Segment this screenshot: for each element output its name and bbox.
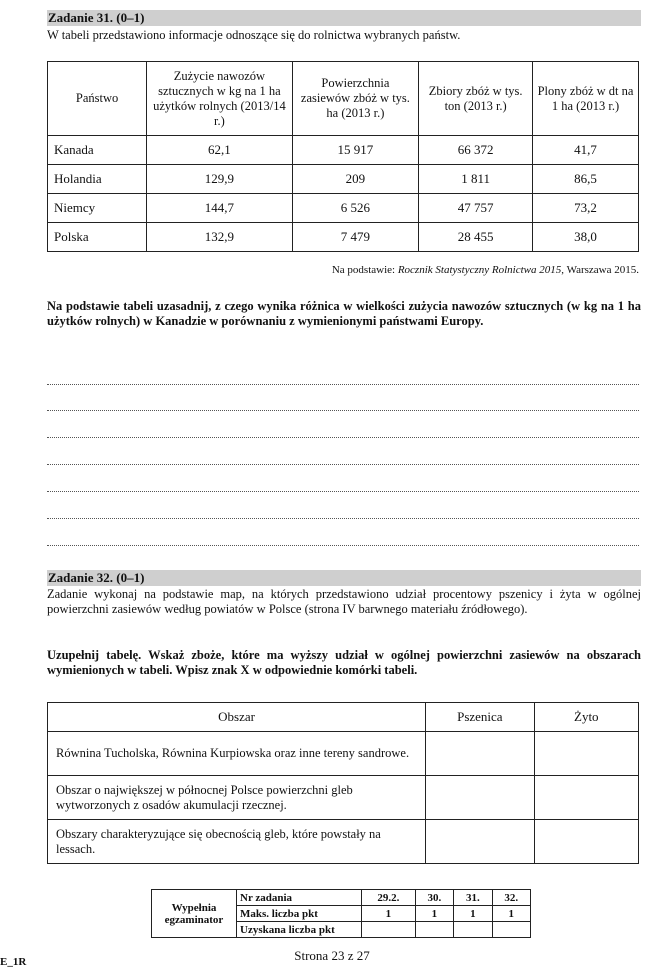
answer-line[interactable] — [47, 464, 639, 465]
source-suffix: , Warszawa 2015. — [561, 264, 639, 276]
table-row — [48, 136, 639, 165]
fertilizer-cell: 62,1 — [147, 136, 292, 165]
area-description: Obszary charakteryzujące się obecnością gleb, które powstały na lessach. — [48, 820, 426, 864]
harvest-cell: 1 811 — [419, 165, 533, 194]
country-cell: Holandia — [48, 165, 147, 194]
obtained-points-cell[interactable] — [415, 922, 453, 938]
wheat-answer-cell[interactable] — [426, 732, 534, 776]
source-title: Rocznik Statystyczny Rolnictwa 2015 — [397, 264, 562, 276]
fertilizer-cell: 129,9 — [147, 165, 292, 194]
table-row — [48, 194, 639, 223]
header-wheat: Pszenica — [426, 703, 534, 732]
country-cell: Kanada — [48, 136, 147, 165]
task32-header: Zadanie 32. (0–1) — [48, 570, 145, 585]
task31-header: Zadanie 31. (0–1) — [48, 10, 145, 25]
yield-cell: 41,7 — [533, 136, 639, 165]
table-row — [48, 820, 639, 864]
answer-line[interactable] — [47, 545, 639, 546]
answer-line[interactable] — [47, 491, 639, 492]
country-cell: Polska — [48, 223, 147, 252]
task32-instruction: Uzupełnij tabelę. Wskaż zboże, które ma wyższy udział w ogólnej powierzchni zasiewów na obszarach wymienionych w tabeli. Wpisz znak X w odpowiednie komórki tabeli. — [47, 648, 641, 677]
area-description: Obszar o największej w północnej Polsce powierzchni gleb wytworzonych z osadów akumulacji rzecznej. — [48, 776, 426, 820]
harvest-cell: 47 757 — [419, 194, 533, 223]
scoring-label: Wypełnia egzaminator — [152, 890, 237, 938]
source-prefix: Na podstawie: — [331, 264, 398, 276]
task-number: 30. — [415, 890, 453, 906]
header-country: Państwo — [48, 62, 147, 136]
table-row — [48, 732, 639, 776]
task-number: 29.2. — [362, 890, 416, 906]
header-area: Obszar — [48, 703, 426, 732]
task31-question: Na podstawie tabeli uzasadnij, z czego wynika różnica w wielkości zużycia nawozów sztucznych (w kg na 1 ha użytków rolnych) w Kanadzie w porównaniu z wymienionymi państwami Europy. — [47, 299, 641, 328]
task32-intro: Zadanie wykonaj na podstawie map, na których przedstawiono udział procentowy pszenicy i żyta w ogólnej powierzchni zasiewów według powiatów w Polsce (strona IV barwnego materiału źródłowego). — [47, 587, 641, 616]
scoring-row-label: Nr zadania — [237, 890, 362, 906]
country-cell: Niemcy — [48, 194, 147, 223]
agriculture-table-header — [48, 62, 639, 136]
answer-line[interactable] — [47, 437, 639, 438]
max-points: 1 — [454, 906, 492, 922]
exam-code: E_1R — [0, 956, 27, 968]
obtained-points-cell[interactable] — [454, 922, 492, 938]
header-yield: Plony zbóż w dt na 1 ha (2013 r.) — [533, 62, 639, 136]
obtained-points-cell[interactable] — [492, 922, 530, 938]
task31-header-bar — [47, 10, 641, 26]
answer-line[interactable] — [47, 518, 639, 519]
wheat-answer-cell[interactable] — [426, 776, 534, 820]
task-number: 31. — [454, 890, 492, 906]
yield-cell: 38,0 — [533, 223, 639, 252]
obtained-points-cell[interactable] — [362, 922, 416, 938]
area-cell: 7 479 — [292, 223, 419, 252]
task-number: 32. — [492, 890, 530, 906]
table-row — [48, 223, 639, 252]
agriculture-table — [47, 61, 639, 252]
table-row — [48, 165, 639, 194]
yield-cell: 73,2 — [533, 194, 639, 223]
area-cell: 15 917 — [292, 136, 419, 165]
area-cell: 209 — [292, 165, 419, 194]
max-points: 1 — [492, 906, 530, 922]
wheat-answer-cell[interactable] — [426, 820, 534, 864]
header-harvest: Zbiory zbóż w tys. ton (2013 r.) — [419, 62, 533, 136]
max-points: 1 — [362, 906, 416, 922]
scoring-row-label: Uzyskana liczba pkt — [237, 922, 362, 938]
scoring-row-label: Maks. liczba pkt — [237, 906, 362, 922]
rye-answer-cell[interactable] — [534, 732, 638, 776]
area-description: Równina Tucholska, Równina Kurpiowska oraz inne tereny sandrowe. — [48, 732, 426, 776]
harvest-cell: 66 372 — [419, 136, 533, 165]
grain-table-header — [48, 703, 639, 732]
header-fertilizer: Zużycie nawozów sztucznych w kg na 1 ha użytków rolnych (2013/14 r.) — [147, 62, 292, 136]
table-row — [48, 776, 639, 820]
rye-answer-cell[interactable] — [534, 820, 638, 864]
answer-line[interactable] — [47, 410, 639, 411]
answer-line[interactable] — [47, 384, 639, 385]
scoring-table — [151, 889, 531, 938]
area-cell: 6 526 — [292, 194, 419, 223]
task32-header-bar — [47, 570, 641, 586]
header-rye: Żyto — [534, 703, 638, 732]
harvest-cell: 28 455 — [419, 223, 533, 252]
fertilizer-cell: 144,7 — [147, 194, 292, 223]
grain-table — [47, 702, 639, 864]
source-note — [332, 264, 639, 276]
task31-intro: W tabeli przedstawiono informacje odnoszące się do rolnictwa wybranych państw. — [47, 28, 461, 42]
max-points: 1 — [415, 906, 453, 922]
header-area: Powierzchnia zasiewów zbóż w tys. ha (2013 r.) — [292, 62, 419, 136]
page-number: Strona 23 z 27 — [294, 948, 370, 963]
yield-cell: 86,5 — [533, 165, 639, 194]
rye-answer-cell[interactable] — [534, 776, 638, 820]
fertilizer-cell: 132,9 — [147, 223, 292, 252]
